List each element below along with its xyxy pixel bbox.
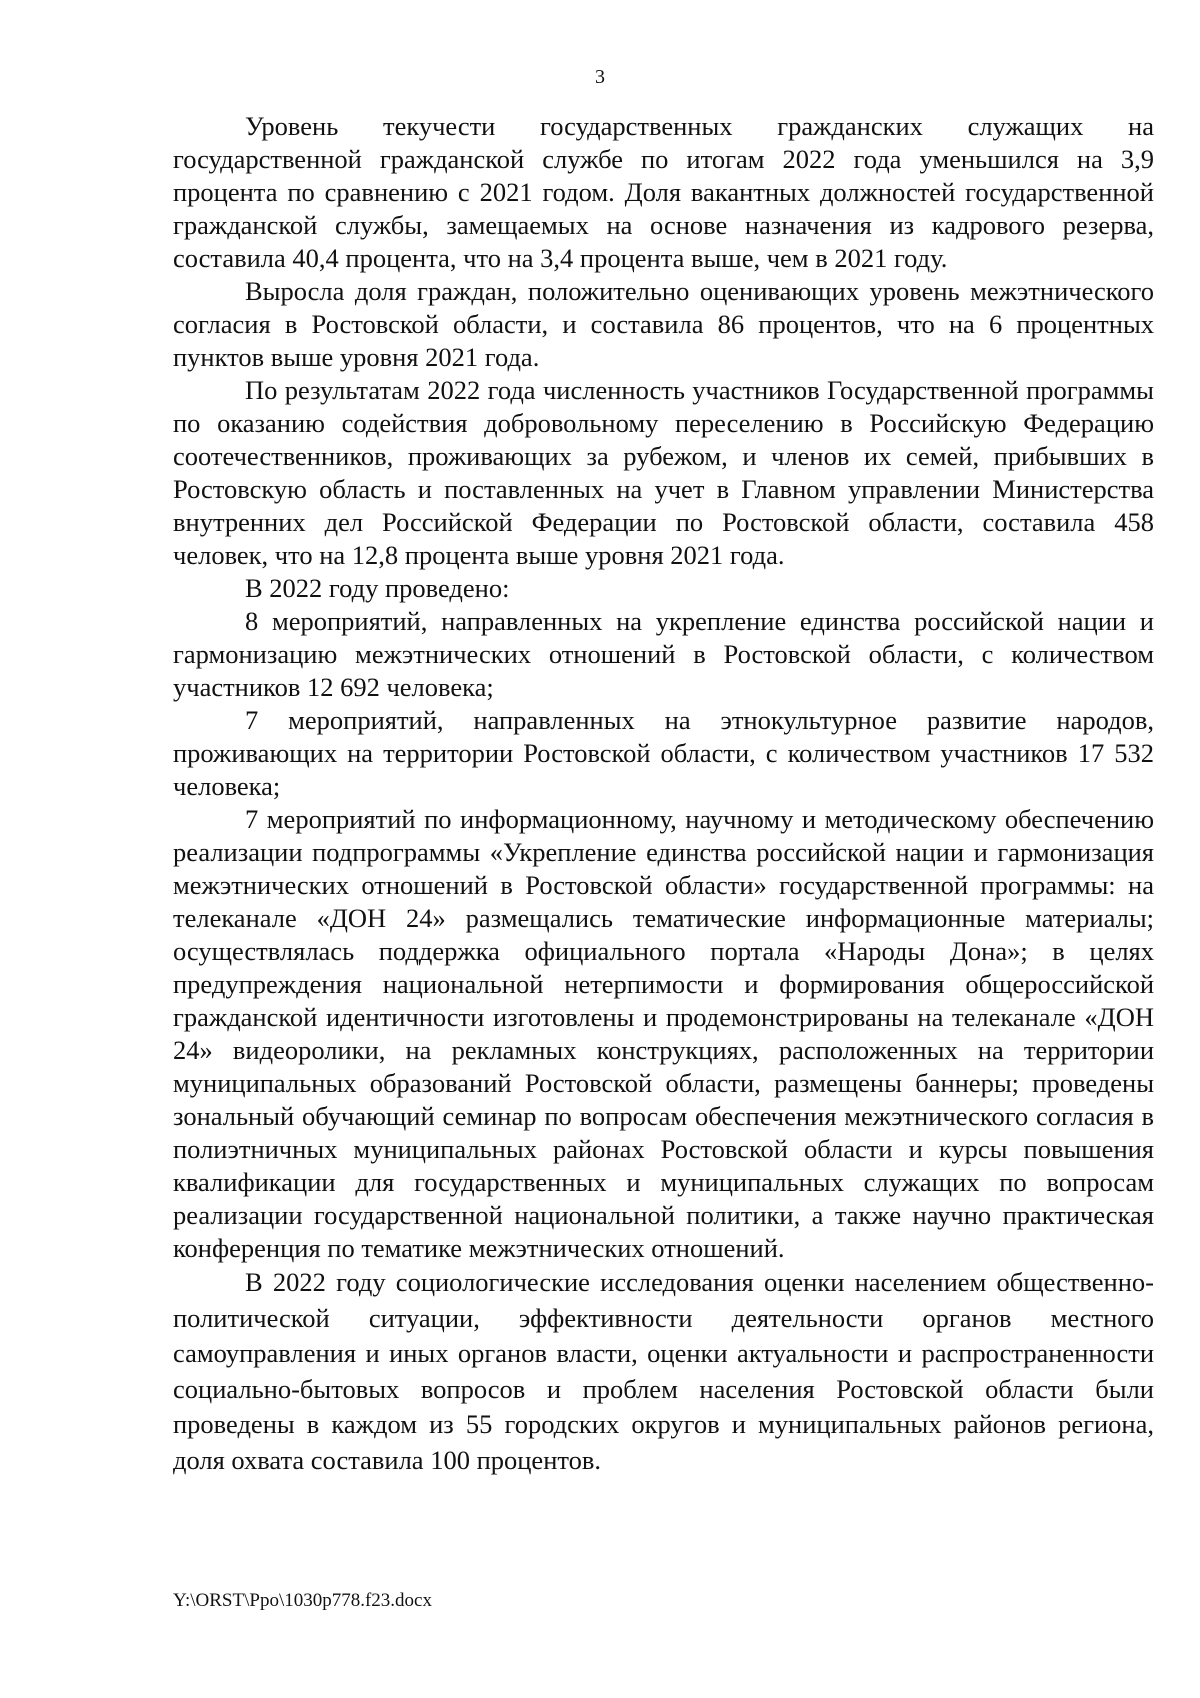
document-body: [173, 110, 1154, 1478]
paragraph-events-unity: 8 мероприятий, направленных на укрепление единства российской нации и гармонизацию межэтнических отношений в Ростовской области, с количеством участников 12 692 человека;: [173, 606, 1154, 702]
paragraph-sociological-research: В 2022 году социологические исследования оценки населением общественно-политической ситуации, эффективности деятельности органов местного самоуправления и иных органов власти, оценки актуальности и распространенности социально-бытовых вопросов и проблем населения Ростовской области были проведены в каждом из 55 городских округов и муниципальных районов региона, доля охвата составила 100 процентов.: [173, 1267, 1154, 1475]
paragraph-interethnic-consent: Выросла доля граждан, положительно оценивающих уровень межэтнического согласия в Ростовской области, и составила 86 процентов, что на 6 процентных пунктов выше уровня 2021 года.: [173, 276, 1154, 372]
paragraph-resettlement-program: По результатам 2022 года численность участников Государственной программы по оказанию содействия добровольному переселению в Российскую Федерацию соотечественников, проживающих за рубежом, и членов их семей, прибывших в Ростовскую область и поставленных на учет в Главном управлении Министерства внутренних дел Российской Федерации по Ростовской области, составила 458 человек, что на 12,8 процента выше уровня 2021 года.: [173, 375, 1154, 570]
page-number: 3: [595, 66, 605, 88]
paragraph-events-intro: В 2022 году проведено:: [245, 573, 510, 603]
paragraph-events-informational: 7 мероприятий по информационному, научному и методическому обеспечению реализации подпрограммы «Укрепление единства российской нации и гармонизация межэтнических отношений в Ростовской области» государственной программы: на телеканале «ДОН 24» размещались тематические информационные материалы; осуществлялась поддержка официального портала «Народы Дона»; в целях предупреждения национальной нетерпимости и формирования общероссийской гражданской идентичности изготовлены и продемонстрированы на телеканале «ДОН 24» видеоролики, на рекламных конструкциях, расположенных на территории муниципальных образований Ростовской области, размещены баннеры; проведены зональный обучающий семинар по вопросам обеспечения межэтнического согласия в полиэтничных муниципальных районах Ростовской области и курсы повышения квалификации для государственных и муниципальных служащих по вопросам реализации государственной национальной политики, а также научно практическая конференция по тематике межэтнических отношений.: [173, 804, 1154, 1263]
paragraph-staff-turnover: Уровень текучести государственных гражданских служащих на государственной гражданской службе по итогам 2022 года уменьшился на 3,9 процента по сравнению с 2021 годом. Доля вакантных должностей государственной гражданской службы, замещаемых на основе назначения из кадрового резерва, составила 40,4 процента, что на 3,4 процента выше, чем в 2021 году.: [173, 111, 1154, 273]
paragraph-events-ethnocultural: 7 мероприятий, направленных на этнокультурное развитие народов, проживающих на территории Ростовской области, с количеством участников 17 532 человека;: [173, 705, 1154, 801]
footer-file-path: Y:\ORST\Ppo\1030p778.f23.docx: [173, 1590, 432, 1611]
